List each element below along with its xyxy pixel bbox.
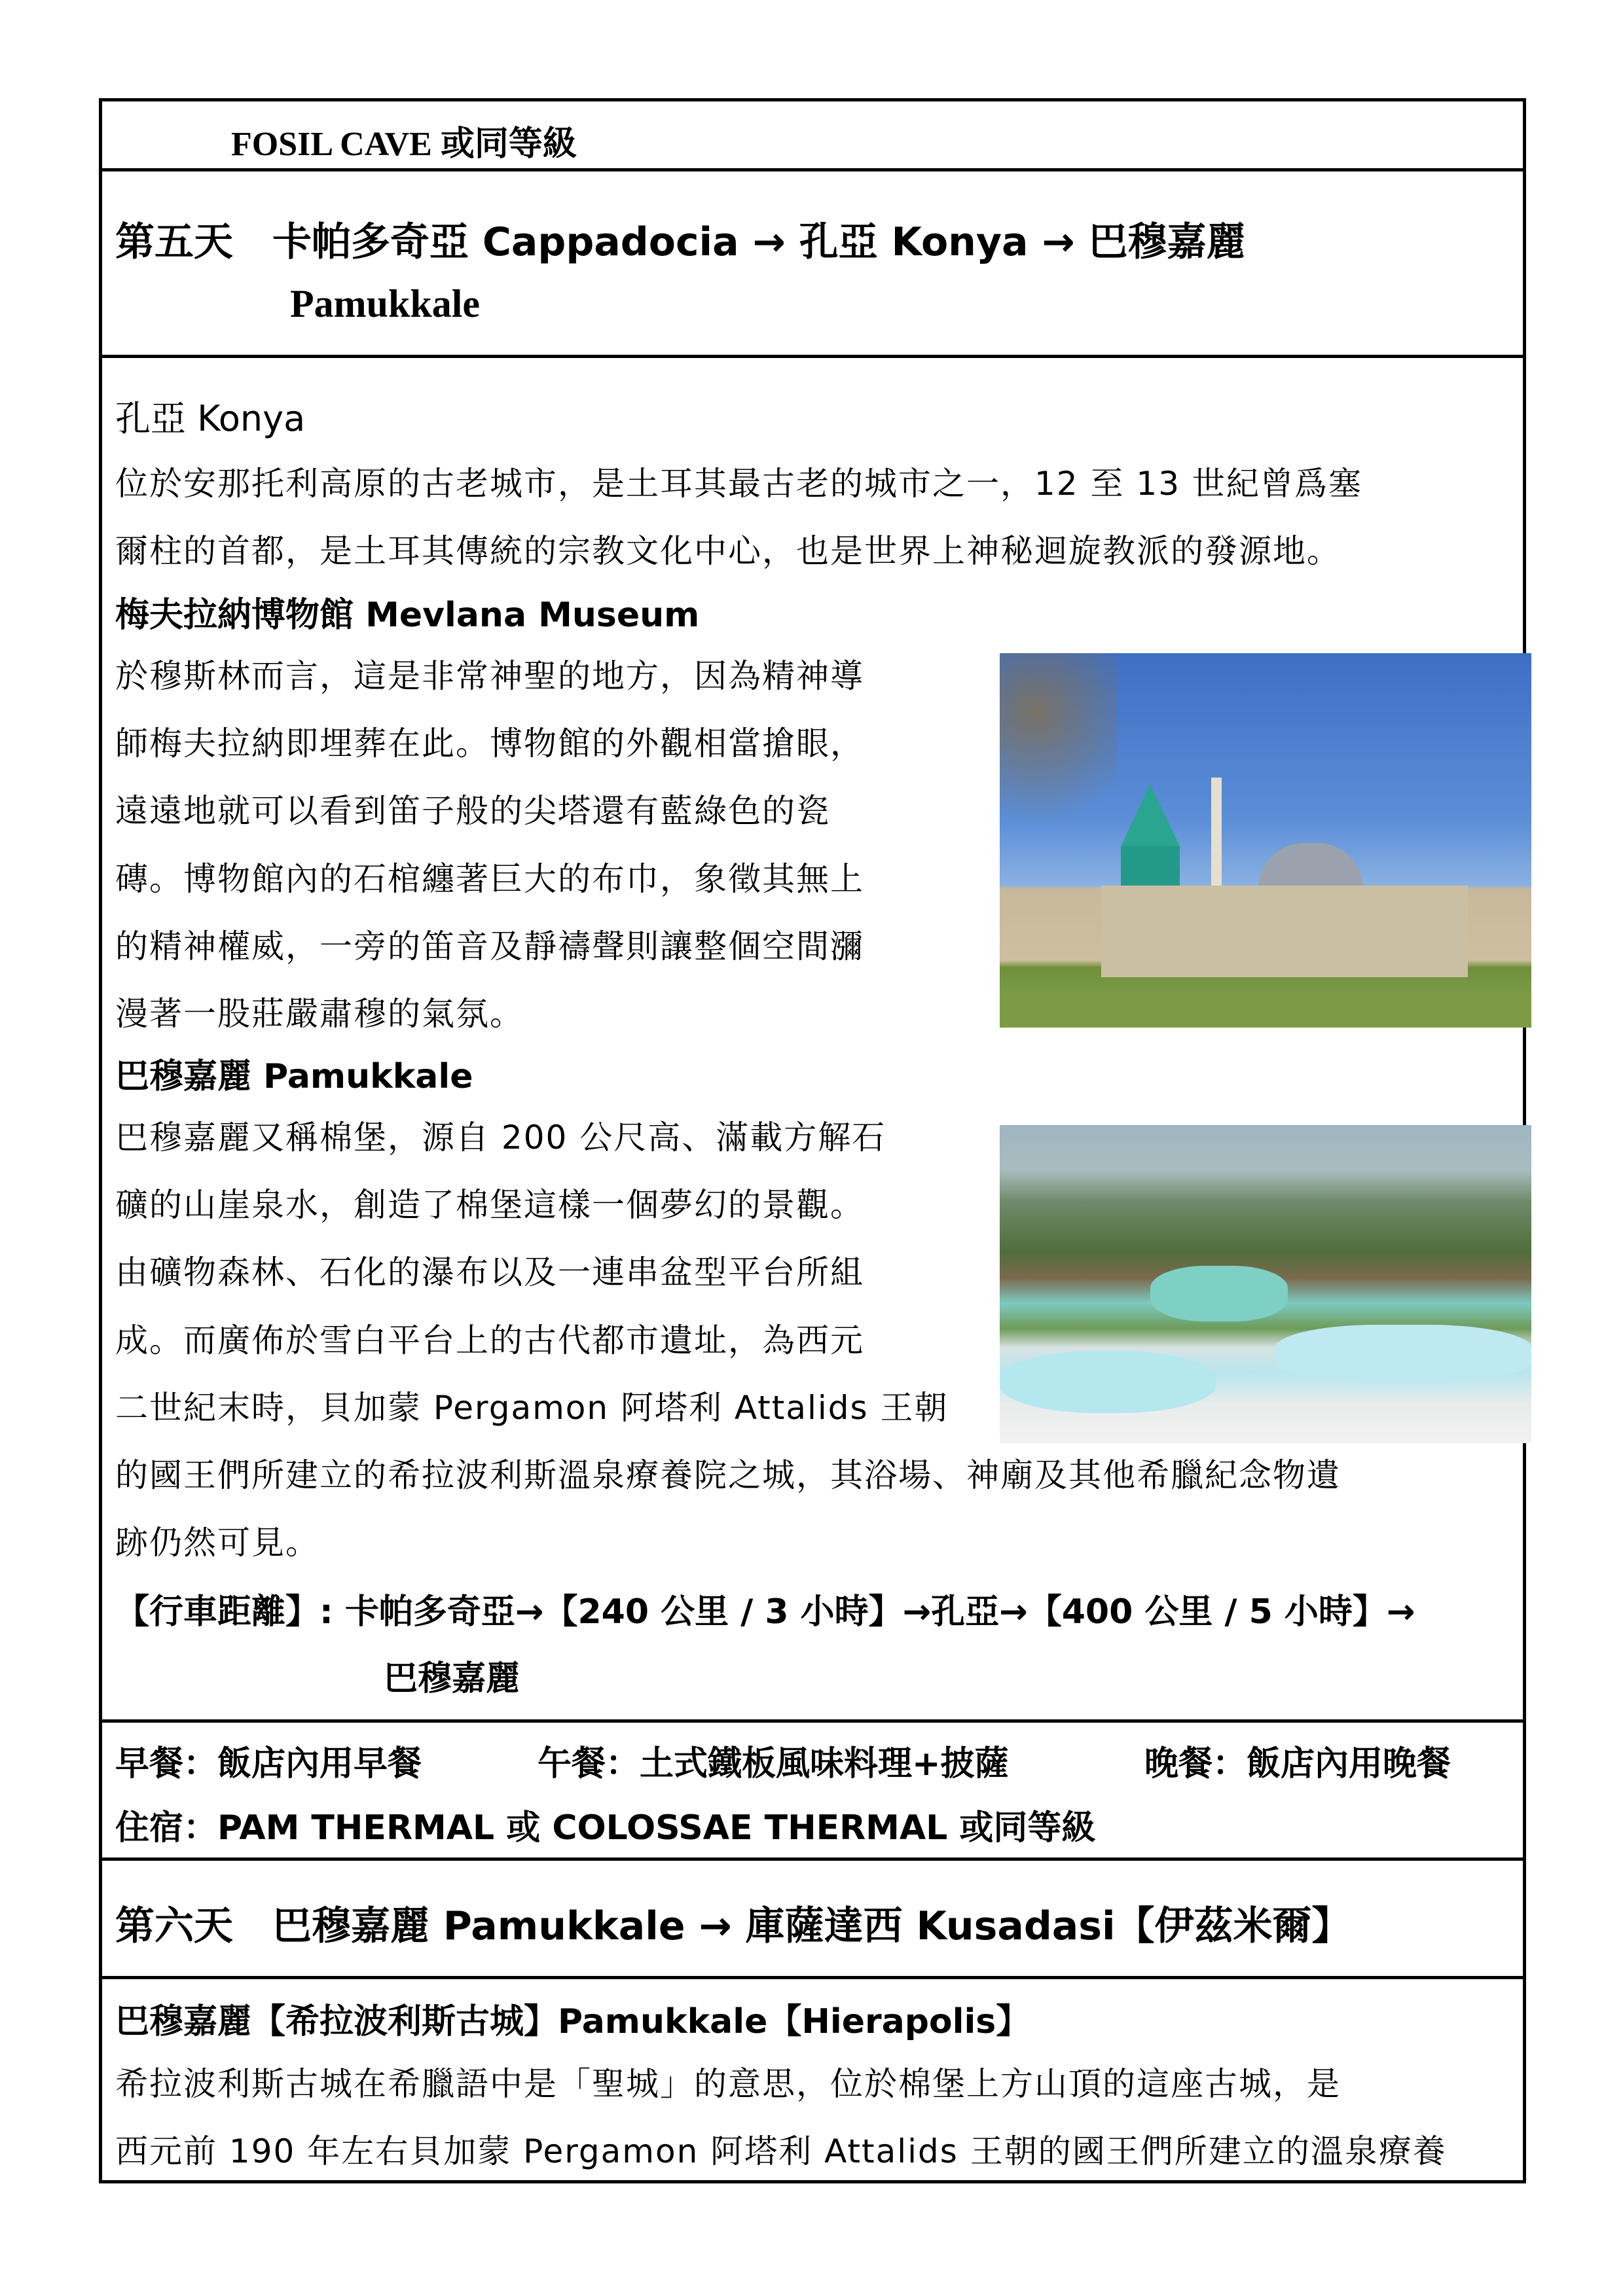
day6-header-row bbox=[102, 1861, 1523, 1979]
day5-header-line1: 第五天 卡帕多奇亞 Cappadocia → 孔亞 Konya → 巴穆嘉麗 bbox=[115, 219, 1246, 265]
pamukkale-line: 的國王們所建立的希拉波利斯溫泉療養院之城，其浴場、神廟及其他希臘紀念物遺 bbox=[115, 1456, 1341, 1494]
tree-branch-decoration bbox=[1000, 653, 1118, 850]
hierapolis-line: 希拉波利斯古城在希臘語中是「聖城」的意思，位於棉堡上方山頂的這座古城，是 bbox=[115, 2065, 1341, 2103]
day5-header-line2: Pamukkale bbox=[290, 282, 481, 325]
mevlana-line: 磚。博物館內的石棺纏著巨大的布巾，象徵其無上 bbox=[115, 860, 864, 898]
mevlana-line: 於穆斯林而言，這是非常神聖的地方，因為精神導 bbox=[115, 657, 864, 695]
hierapolis-line: 西元前 190 年左右貝加蒙 Pergamon 阿塔利 Attalids 王朝的國王們所建立的溫泉療養 bbox=[115, 2132, 1447, 2170]
mevlana-line: 漫著一股莊嚴肅穆的氣氛。 bbox=[115, 995, 524, 1033]
garden-lawn bbox=[1000, 990, 1531, 1028]
green-dome-tower bbox=[1121, 784, 1180, 846]
dinner-text: 晚餐：飯店內用晚餐 bbox=[1144, 1744, 1451, 1784]
itinerary-table bbox=[99, 98, 1526, 2183]
day5-meals-row bbox=[102, 1723, 1523, 1861]
prev-hotel-row bbox=[102, 101, 1523, 171]
travertine-pool-right bbox=[1275, 1325, 1531, 1384]
day6-body-row bbox=[102, 1979, 1523, 2183]
day6-header: 第六天 巴穆嘉麗 Pamukkale → 庫薩達西 Kusadasi【伊茲米爾】 bbox=[115, 1903, 1351, 1949]
pamukkale-photo bbox=[1000, 1125, 1531, 1443]
pamukkale-line: 礦的山崖泉水，創造了棉堡這樣一個夢幻的景觀。 bbox=[115, 1186, 864, 1224]
konya-line: 位於安那托利高原的古老城市，是土耳其最古老的城市之一，12 至 13 世紀曾爲塞 bbox=[115, 465, 1362, 503]
prev-hotel-text: FOSIL CAVE 或同等級 bbox=[231, 126, 577, 163]
pamukkale-line: 二世紀末時，貝加蒙 Pergamon 阿塔利 Attalids 王朝 bbox=[115, 1389, 949, 1427]
day5-body-row bbox=[102, 358, 1523, 1723]
drive-distance-line1: 【行車距離】: 卡帕多奇亞→【240 公里 / 3 小時】→孔亞→【400 公里 / 5 小時】→ bbox=[115, 1592, 1415, 1632]
mevlana-line: 遠遠地就可以看到笛子般的尖塔還有藍綠色的瓷 bbox=[115, 792, 830, 830]
day5-header-row bbox=[102, 171, 1523, 358]
konya-title: 孔亞 Konya bbox=[115, 398, 306, 439]
pamukkale-line: 由礦物森林、石化的瀑布以及一連串盆型平台所組 bbox=[115, 1253, 864, 1291]
mevlana-line: 的精神權威，一旁的笛音及靜禱聲則讓整個空間瀰 bbox=[115, 927, 864, 965]
museum-building bbox=[1101, 886, 1468, 977]
lunch-text: 午餐：土式鐵板風味料理+披薩 bbox=[538, 1744, 1009, 1784]
pamukkale-line: 巴穆嘉麗又稱棉堡，源自 200 公尺高、滿載方解石 bbox=[115, 1119, 886, 1157]
hotel-text: 住宿：PAM THERMAL 或 COLOSSAE THERMAL 或同等級 bbox=[115, 1808, 1096, 1848]
main-dome bbox=[1258, 843, 1363, 889]
minaret bbox=[1211, 778, 1222, 902]
breakfast-text: 早餐：飯店內用早餐 bbox=[115, 1744, 422, 1784]
pamukkale-title: 巴穆嘉麗 Pamukkale bbox=[115, 1057, 473, 1096]
travertine-pool-left bbox=[1000, 1351, 1216, 1413]
mevlana-museum-photo bbox=[1000, 653, 1531, 1028]
drive-distance-line2: 巴穆嘉麗 bbox=[384, 1659, 520, 1698]
turquoise-lake bbox=[1150, 1266, 1288, 1321]
pamukkale-line: 成。而廣佈於雪白平台上的古代都市遺址，為西元 bbox=[115, 1321, 864, 1359]
pamukkale-line: 跡仍然可見。 bbox=[115, 1524, 319, 1562]
mevlana-title: 梅夫拉納博物館 Mevlana Museum bbox=[115, 596, 700, 635]
mevlana-line: 師梅夫拉納即埋葬在此。博物館的外觀相當搶眼， bbox=[115, 725, 864, 762]
konya-line: 爾柱的首都，是土耳其傳統的宗教文化中心，也是世界上神秘迴旋教派的發源地。 bbox=[115, 532, 1341, 570]
hierapolis-title: 巴穆嘉麗【希拉波利斯古城】Pamukkale【Hierapolis】 bbox=[115, 2002, 1030, 2041]
